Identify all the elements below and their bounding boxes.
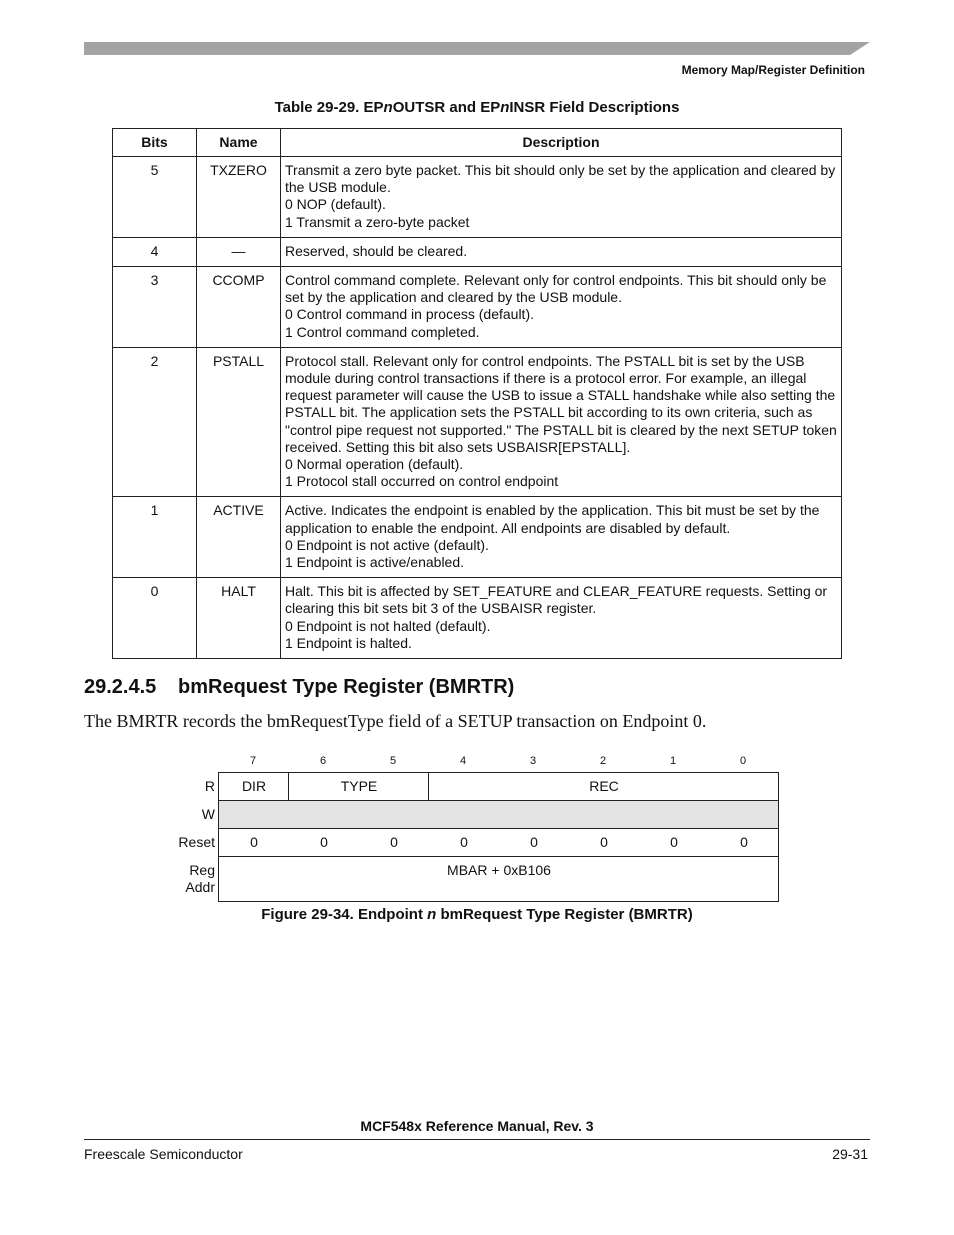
name-cell: PSTALL bbox=[197, 347, 281, 497]
field-type: TYPE bbox=[340, 778, 378, 794]
header-bar bbox=[84, 42, 870, 55]
option-1: 1 Control command completed. bbox=[285, 323, 480, 340]
bits-cell: 3 bbox=[113, 267, 197, 348]
row-label-reset: Reset bbox=[178, 834, 215, 850]
column-header-description: Description bbox=[281, 129, 842, 157]
bit-number: 3 bbox=[529, 755, 537, 767]
option-0: 0 Control command in process (default). bbox=[285, 306, 534, 323]
bits-cell: 2 bbox=[113, 347, 197, 497]
option-1: 1 Transmit a zero-byte packet bbox=[285, 213, 470, 230]
running-head: Memory Map/Register Definition bbox=[681, 63, 865, 77]
field-rec: REC bbox=[589, 778, 619, 794]
table-row bbox=[113, 237, 842, 266]
bits-cell: 4 bbox=[113, 237, 197, 266]
bit-number: 2 bbox=[599, 755, 607, 767]
reset-value: 0 bbox=[460, 834, 468, 850]
row-label-reg-addr: Reg Addr bbox=[185, 862, 215, 895]
option-1: 1 Endpoint is halted. bbox=[285, 634, 412, 651]
bit-number: 6 bbox=[319, 755, 327, 767]
table-row bbox=[113, 578, 842, 659]
name-cell: CCOMP bbox=[197, 267, 281, 348]
bits-cell: 0 bbox=[113, 578, 197, 659]
description-text: Transmit a zero byte packet. This bit should only be set by the application and cleared by the USB module. bbox=[285, 162, 836, 196]
register-address: MBAR + 0xB106 bbox=[447, 862, 551, 878]
description-text: Halt. This bit is affected by SET_FEATURE and CLEAR_FEATURE requests. Setting or clearing this bit sets bit 3 of the USBAISR register. bbox=[285, 583, 828, 617]
register-grid bbox=[218, 772, 779, 902]
reset-value: 0 bbox=[530, 834, 538, 850]
name-cell: TXZERO bbox=[197, 157, 281, 238]
reset-value: 0 bbox=[600, 834, 608, 850]
table-row bbox=[113, 497, 842, 578]
bits-cell: 1 bbox=[113, 497, 197, 578]
bit-number: 1 bbox=[669, 755, 677, 767]
description-text: Control command complete. Relevant only for control endpoints. This bit should only be set by the application and cleared by the USB module. bbox=[285, 272, 827, 306]
table-title: Table 29-29. EPnOUTSR and EPnINSR Field Descriptions bbox=[274, 99, 680, 116]
footer-company: Freescale Semiconductor bbox=[84, 1146, 243, 1162]
column-header-name: Name bbox=[197, 129, 281, 157]
name-cell: HALT bbox=[197, 578, 281, 659]
option-0: 0 Endpoint is not halted (default). bbox=[285, 617, 491, 634]
row-divider bbox=[219, 800, 778, 801]
field-dir: DIR bbox=[241, 778, 267, 794]
option-1: 1 Protocol stall occurred on control endpoint bbox=[285, 473, 559, 490]
section-number: 29.2.4.5 bbox=[84, 676, 157, 698]
section-body-text: The BMRTR records the bmRequestType field of a SETUP transaction on Endpoint 0. bbox=[84, 711, 707, 731]
name-cell: — bbox=[197, 237, 281, 266]
figure-caption: Figure 29-34. Endpoint n bmRequest Type Register (BMRTR) bbox=[261, 906, 693, 923]
row-label-write: W bbox=[201, 806, 215, 822]
field-descriptions-table bbox=[112, 128, 842, 659]
description-cell bbox=[281, 347, 842, 497]
bit-number: 5 bbox=[389, 755, 397, 767]
column-header-bits: Bits bbox=[113, 129, 197, 157]
section-heading bbox=[84, 676, 514, 699]
option-0: 0 Normal operation (default). bbox=[285, 456, 464, 473]
option-0: 0 Endpoint is not active (default). bbox=[285, 536, 489, 553]
option-0: 0 NOP (default). bbox=[285, 196, 386, 213]
bits-cell: 5 bbox=[113, 157, 197, 238]
reset-value: 0 bbox=[320, 834, 328, 850]
page-number: 29-31 bbox=[832, 1146, 868, 1162]
name-cell: ACTIVE bbox=[197, 497, 281, 578]
footer-manual-title: MCF548x Reference Manual, Rev. 3 bbox=[360, 1118, 594, 1134]
reset-value: 0 bbox=[740, 834, 748, 850]
description-text: Active. Indicates the endpoint is enabled by the application. This bit must be set by the application to enable the endpoint. All endpoints are disabled by default. bbox=[285, 502, 820, 536]
bit-number: 7 bbox=[249, 755, 257, 767]
description-text: Reserved, should be cleared. bbox=[285, 242, 468, 259]
description-cell bbox=[281, 237, 842, 266]
row-divider bbox=[219, 828, 778, 829]
description-cell bbox=[281, 578, 842, 659]
description-cell bbox=[281, 157, 842, 238]
table-row bbox=[113, 157, 842, 238]
reset-value: 0 bbox=[670, 834, 678, 850]
description-text: Protocol stall. Relevant only for control endpoints. The PSTALL bit is set by the USB module during control transactions if there is a protocol error. For example, an illegal request parameter will cause the USB to issue a STALL handshake while also setting the PSTALL bit. The application sets the PSTALL bit according to its own criteria, such as "control pipe request not supported." The PSTALL bit is cleared by the next SETUP token received. Setting this bit also sets USBAISR[EPSTALL]. bbox=[285, 352, 837, 455]
description-cell bbox=[281, 267, 842, 348]
description-cell bbox=[281, 497, 842, 578]
bit-number: 4 bbox=[459, 755, 467, 767]
bit-number: 0 bbox=[739, 755, 747, 767]
table-header-row bbox=[113, 129, 842, 157]
table-row bbox=[113, 347, 842, 497]
write-row-shading bbox=[219, 801, 778, 829]
row-label-read: R bbox=[204, 778, 215, 794]
table-row bbox=[113, 267, 842, 348]
row-divider bbox=[219, 856, 778, 857]
footer-divider bbox=[84, 1139, 870, 1140]
reset-value: 0 bbox=[250, 834, 258, 850]
section-title: bmRequest Type Register (BMRTR) bbox=[178, 676, 515, 698]
reset-value: 0 bbox=[390, 834, 398, 850]
option-1: 1 Endpoint is active/enabled. bbox=[285, 554, 465, 571]
